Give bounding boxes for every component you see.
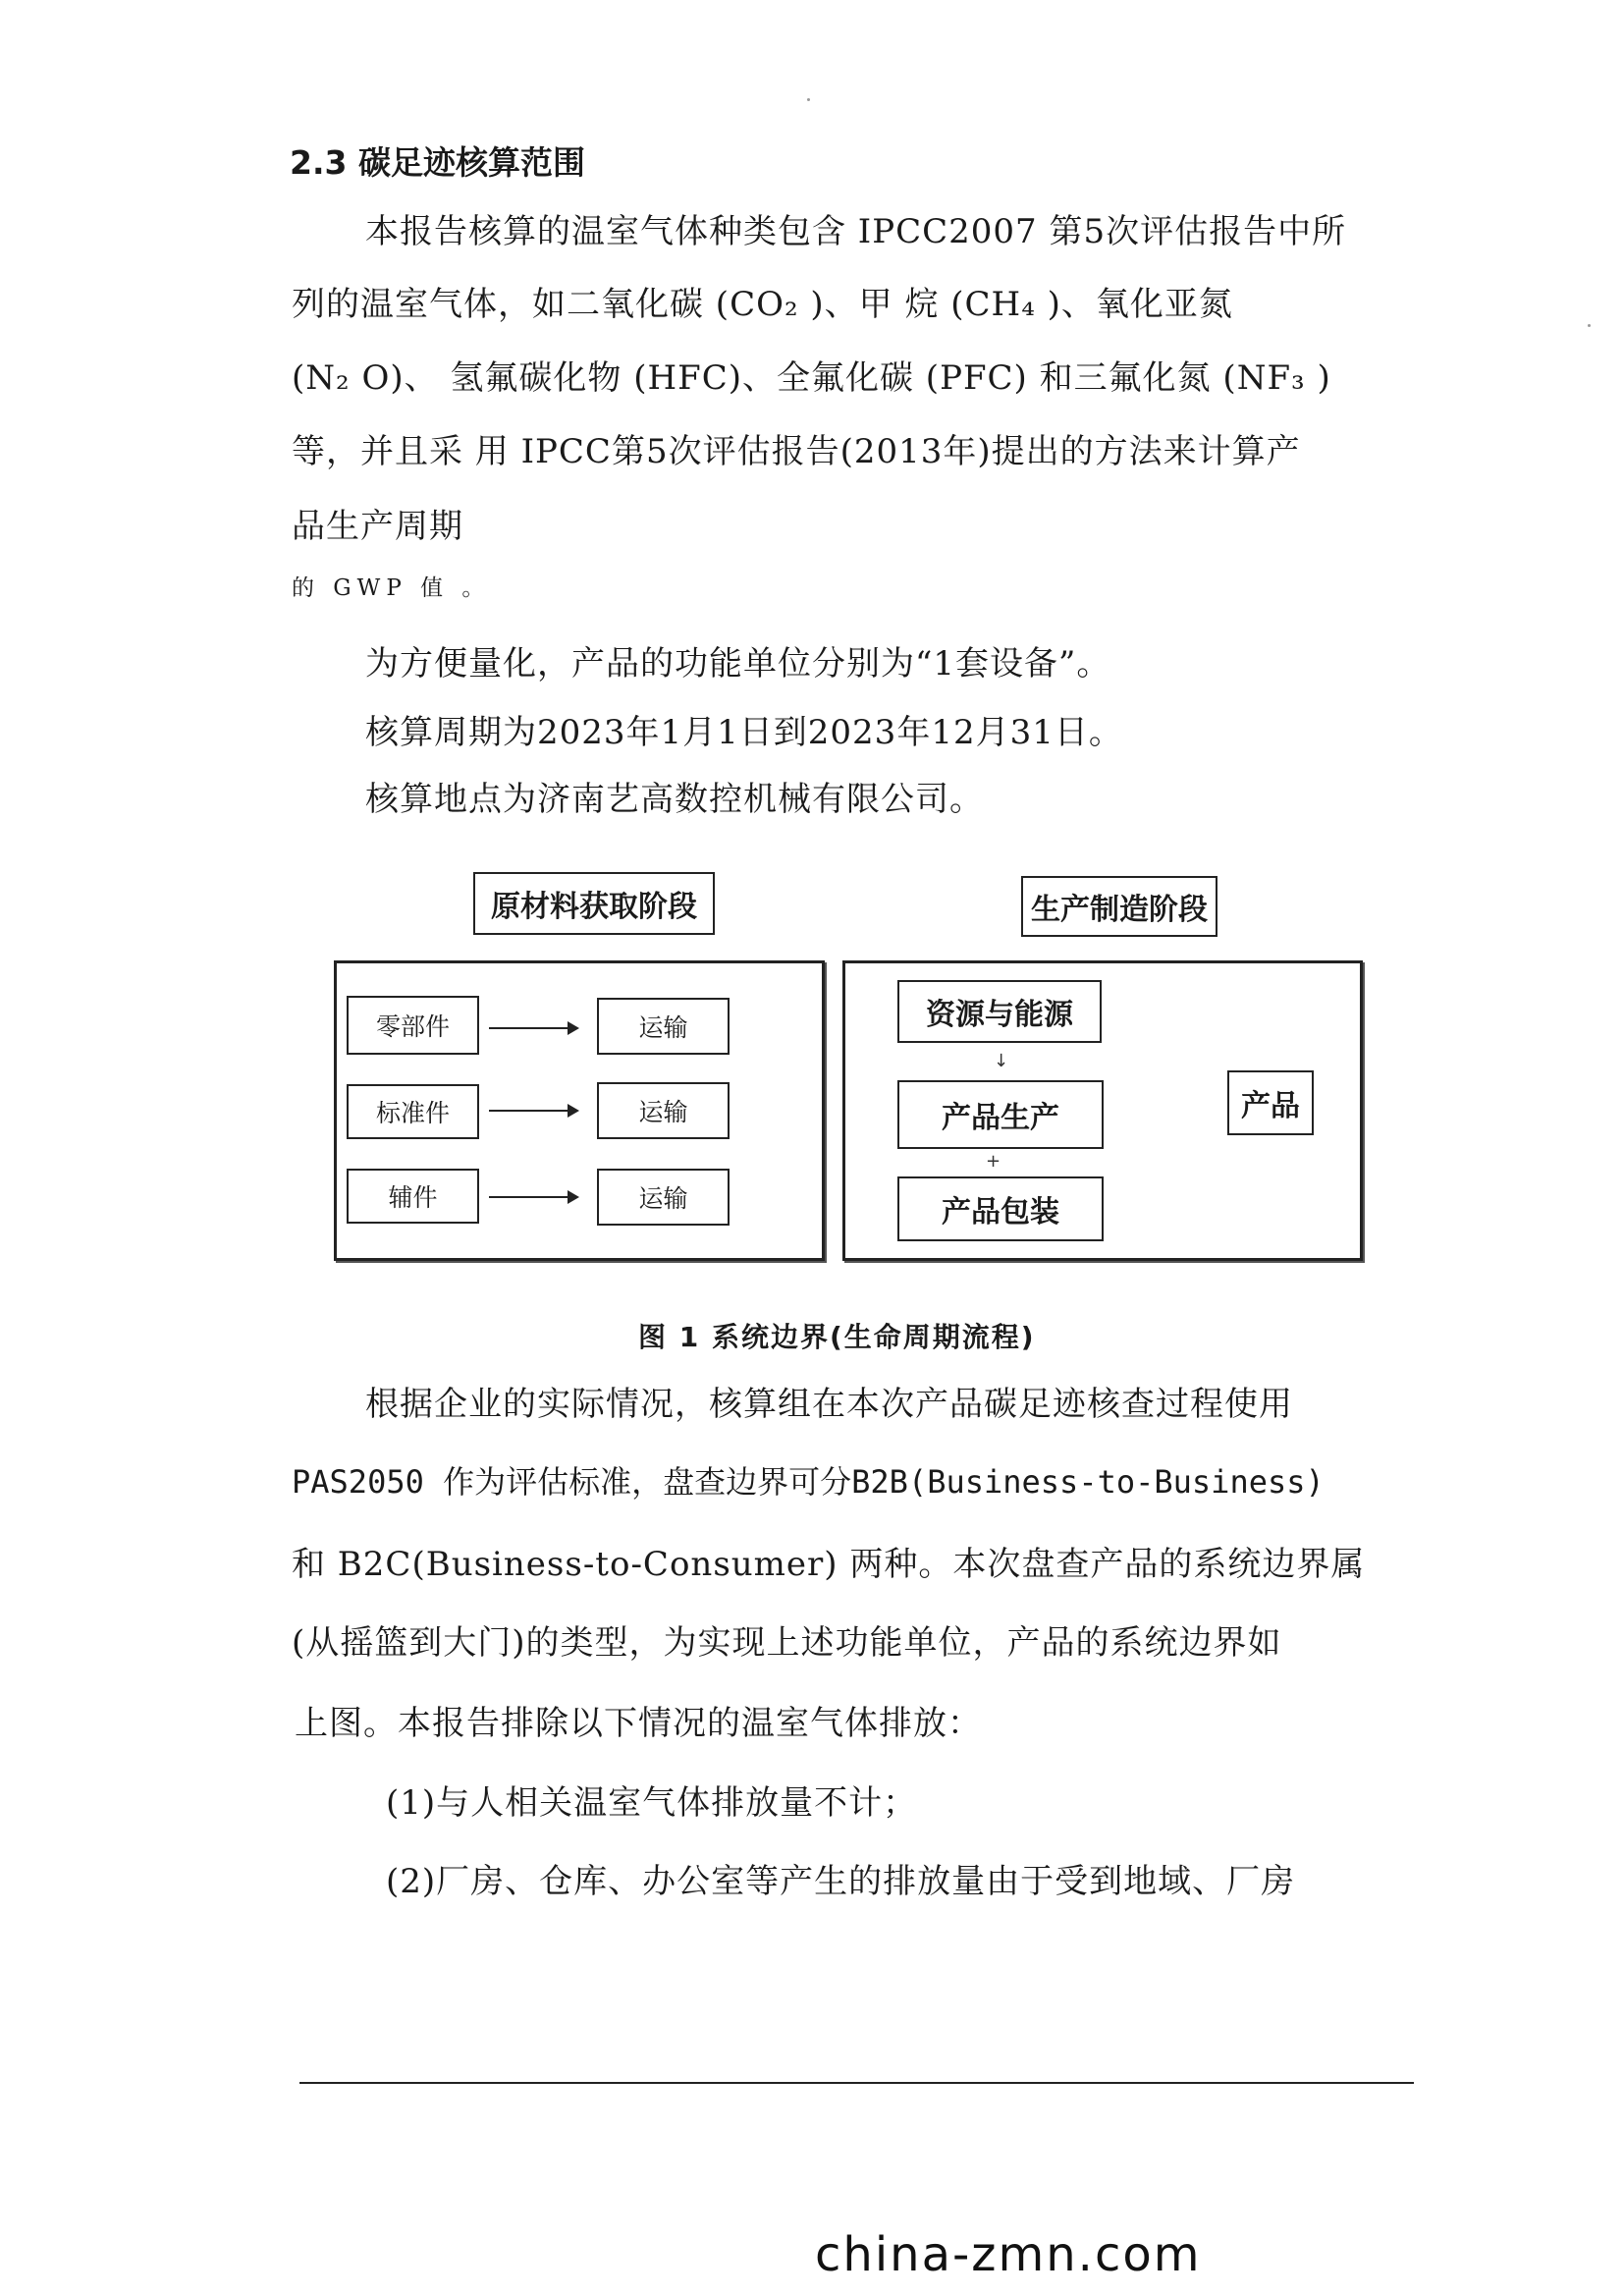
paragraph2-line1: 根据企业的实际情况，核算组在本次产品碳足迹核查过程使用 — [365, 1385, 1293, 1424]
paragraph2-line2: PAS2050 作为评估标准，盘查边界可分B2B(Business-to-Business) — [292, 1463, 1325, 1501]
paragraph1-line1: 本报告核算的温室气体种类包含 IPCC2007 第5次评估报告中所 — [365, 212, 1347, 251]
paragraph2-line3: 和 B2C(Business-to-Consumer) 两种。本次盘查产品的系统边界属 — [292, 1545, 1366, 1584]
footer-divider — [299, 2082, 1414, 2084]
arrow-right-icon — [489, 1110, 577, 1112]
arrow-right-icon — [489, 1196, 577, 1198]
paragraph1-line4: 等，并且采 用 IPCC第5次评估报告(2013年)提出的方法来计算产 — [292, 432, 1301, 471]
watermark: china-zmn.com — [815, 2227, 1202, 2282]
paragraph1-line6: 的 GWP 值 。 — [292, 575, 491, 601]
figure-caption: 图 1 系统边界(生命周期流程) — [638, 1321, 1036, 1353]
stage-raw-material-label: 原材料获取阶段 — [473, 872, 715, 935]
paragraph1-line3: (N₂ O)、 氢氟碳化物 (HFC)、全氟化碳 (PFC) 和三氟化氮 (NF₃ ) — [292, 358, 1331, 398]
paragraph2-line4: (从摇篮到大门)的类型，为实现上述功能单位，产品的系统边界如 — [292, 1623, 1282, 1663]
resources-energy-box: 资源与能源 — [897, 980, 1102, 1043]
auxiliary-parts-box: 辅件 — [347, 1169, 479, 1224]
functional-unit-statement: 为方便量化，产品的功能单位分别为“1套设备”。 — [365, 644, 1111, 683]
scan-speck — [807, 98, 810, 101]
flow-plus-icon: + — [986, 1151, 1001, 1172]
product-production-box: 产品生产 — [897, 1080, 1104, 1149]
product-packaging-box: 产品包装 — [897, 1176, 1104, 1241]
stage-manufacturing-label: 生产制造阶段 — [1021, 876, 1217, 937]
arrow-right-icon — [489, 1027, 577, 1029]
paragraph1-line2: 列的温室气体，如二氧化碳 (CO₂ )、甲 烷 (CH₄ )、氧化亚氮 — [292, 285, 1233, 324]
paragraph1-line5: 品生产周期 — [292, 507, 463, 546]
product-box: 产品 — [1227, 1070, 1314, 1135]
accounting-location-statement: 核算地点为济南艺高数控机械有限公司。 — [365, 780, 984, 819]
flow-down-icon: ↓ — [994, 1051, 1009, 1071]
transport-box: 运输 — [597, 1169, 730, 1226]
exclusion-item-1: (1)与人相关温室气体排放量不计； — [386, 1783, 918, 1823]
section-heading: 2.3 碳足迹核算范围 — [290, 143, 585, 182]
transport-box: 运输 — [597, 998, 730, 1055]
exclusion-item-2: (2)厂房、仓库、办公室等产生的排放量由于受到地域、厂房 — [386, 1862, 1296, 1901]
accounting-period-statement: 核算周期为2023年1月1日到2023年12月31日。 — [365, 713, 1123, 752]
standard-parts-box: 标准件 — [347, 1084, 479, 1139]
component-parts-box: 零部件 — [347, 996, 479, 1055]
transport-box: 运输 — [597, 1082, 730, 1139]
scan-speck — [1588, 324, 1591, 327]
paragraph2-line5: 上图。本报告排除以下情况的温室气体排放： — [295, 1704, 982, 1743]
